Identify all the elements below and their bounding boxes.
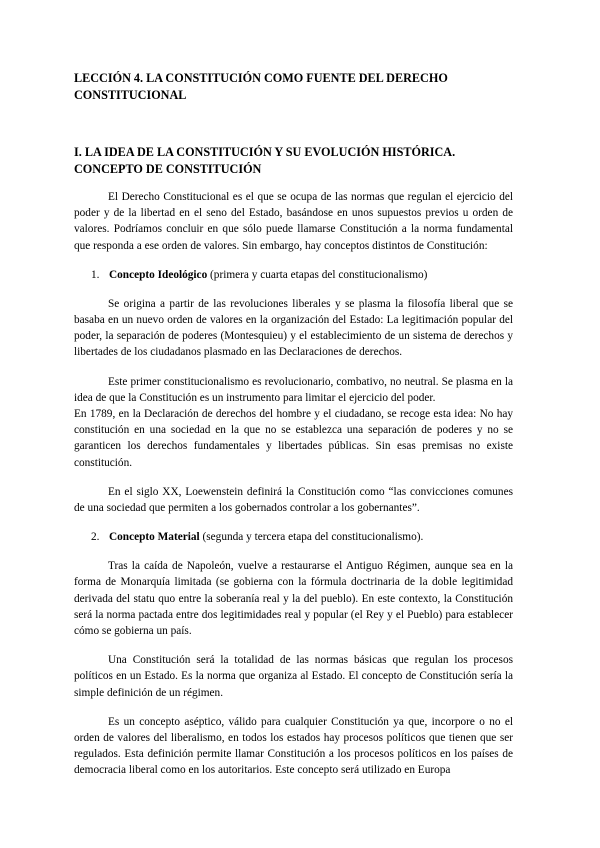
paragraph: Se origina a partir de las revoluciones liberales y se plasma la filosofía liberal que se basaba en un nuevo orden de valores en la organización del Estado: La legitimación popular del poder, la separación de poderes (Montesquieu) y el establecimiento de un sistema de derechos y libertades de los ciudadanos plasmado en las Declaraciones de derechos. bbox=[74, 297, 513, 359]
lesson-title: LECCIÓN 4. LA CONSTITUCIÓN COMO FUENTE DEL DERECHO CONSTITUCIONAL bbox=[74, 71, 448, 102]
list-item-note: (segunda y tercera etapa del constitucionalismo). bbox=[199, 531, 424, 544]
section-title: I. LA IDEA DE LA CONSTITUCIÓN Y SU EVOLUCIÓN HISTÓRICA. CONCEPTO DE CONSTITUCIÓN bbox=[74, 145, 456, 176]
paragraph: Una Constitución será la totalidad de las normas básicas que regulan los procesos políticos en un Estado. Es la norma que organiza al Estado. El concepto de Constitución sería la simple definición de un régimen. bbox=[74, 654, 513, 699]
paragraph: En 1789, en la Declaración de derechos del hombre y el ciudadano, se recoge esta idea: No hay constitución en una sociedad en la que no se establezca una separación de poderes y no se garanticen los derechos fundamentales y libertades públicas. Sin esas premisas no existe constitución. bbox=[74, 408, 513, 469]
list-item-title: Concepto Ideológico bbox=[109, 268, 208, 281]
list-number: 1. bbox=[91, 268, 100, 281]
list-number: 2. bbox=[91, 531, 100, 544]
list-item-concepto-ideologico bbox=[91, 267, 513, 283]
paragraph: Es un concepto aséptico, válido para cualquier Constitución ya que, incorpore o no el orden de valores del liberalismo, en todos los estados hay procesos políticos que tienen que ser regulados. Esta definición permite llamar Constitución a los procesos políticos en los países de democracia liberal como en los autoritarios. Este concepto será utilizado en Europa bbox=[74, 715, 513, 777]
list-item-title: Concepto Material bbox=[109, 531, 200, 544]
list-item-concepto-material bbox=[91, 529, 513, 545]
list-item-note: (primera y cuarta etapas del constitucionalismo) bbox=[207, 268, 428, 281]
intro-paragraph: El Derecho Constitucional es el que se ocupa de las normas que regulan el ejercicio del poder y de la libertad en el seno del Estado, basándose en unos supuestos previos u orden de valores. Podríamos concluir en que sólo puede llamarse Constitución a la norma fundamental que responda a ese orden de valores. Sin embargo, hay conceptos distintos de Constitución: bbox=[74, 191, 513, 252]
paragraph: Este primer constitucionalismo es revolucionario, combativo, no neutral. Se plasma en la idea de que la Constitución es un instrumento para limitar el ejercicio del poder. bbox=[74, 375, 513, 404]
paragraph: En el siglo XX, Loewenstein definirá la Constitución como “las convicciones comunes de una sociedad que permiten a los gobernados controlar a los gobernantes”. bbox=[74, 485, 513, 515]
paragraph: Tras la caída de Napoleón, vuelve a restaurarse el Antiguo Régimen, aunque sea en la forma de Monarquía limitada (se gobierna con la fórmula doctrinaria de la doble legitimidad derivada del statu quo entre la soberanía real y la del pueblo). En este contexto, la Constitución será la norma pactada entre dos legitimidades real y popular (el Rey y el Pueblo) para establecer cómo se gobierna un país. bbox=[74, 560, 513, 638]
